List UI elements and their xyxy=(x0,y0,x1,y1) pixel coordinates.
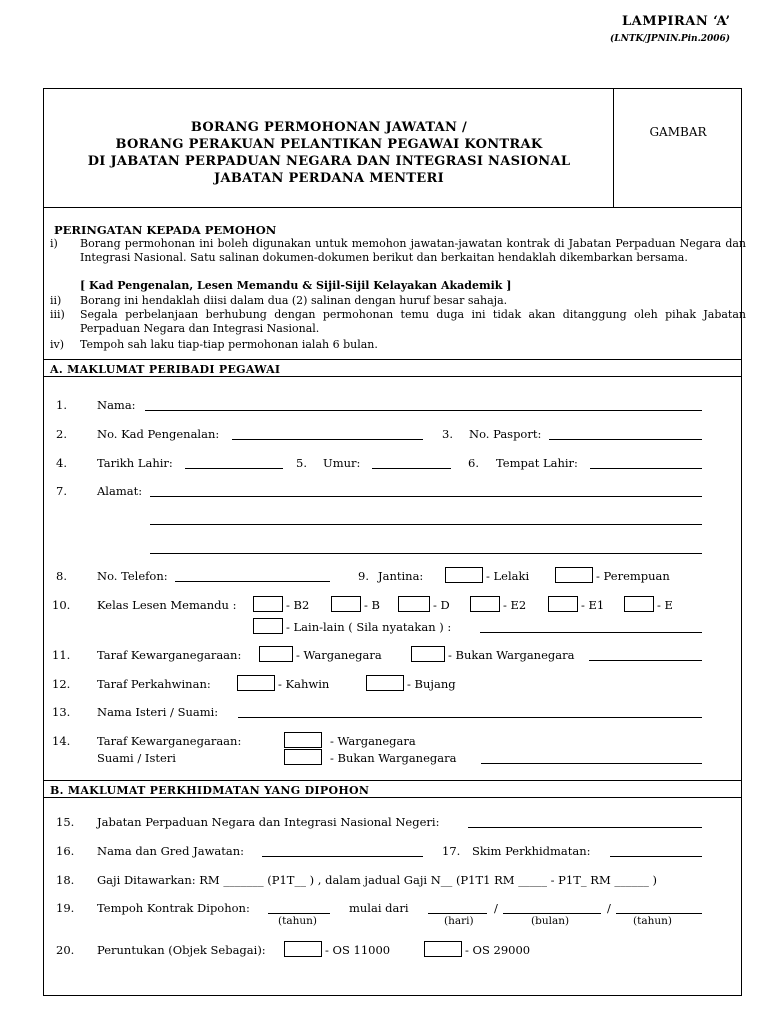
gender-label: Jantina: xyxy=(378,569,424,583)
state-dept-label: Jabatan Perpaduan Negara dan Integrasi Nasional Negeri: xyxy=(97,815,440,829)
os29000-label: - OS 29000 xyxy=(465,943,531,957)
warning-num: iii) xyxy=(50,308,65,321)
spouse-non-citizen-checkbox[interactable] xyxy=(284,749,322,765)
address-field-3[interactable] xyxy=(150,553,702,554)
non-citizen-label: - Bukan Warganegara xyxy=(448,648,575,662)
day-caption: (hari) xyxy=(444,915,474,927)
state-dept-field[interactable] xyxy=(468,827,702,828)
license-b-checkbox[interactable] xyxy=(331,596,361,612)
married-checkbox[interactable] xyxy=(237,675,275,691)
field-num: 19. xyxy=(56,901,75,915)
license-other-checkbox[interactable] xyxy=(253,618,283,634)
warning-num: iv) xyxy=(50,338,65,351)
license-other-label: - Lain-lain ( Sila nyatakan ) : xyxy=(286,620,452,634)
license-e-checkbox[interactable] xyxy=(624,596,654,612)
field-num: 3. xyxy=(442,427,453,441)
year-caption: (tahun) xyxy=(633,915,672,927)
warning-text: Tempoh sah laku tiap-tiap permohonan ialah 6 bulan. xyxy=(80,338,378,351)
ic-label: No. Kad Pengenalan: xyxy=(97,427,220,441)
start-month-field[interactable] xyxy=(503,913,601,914)
gender-male-checkbox[interactable] xyxy=(445,567,483,583)
ic-field[interactable] xyxy=(232,439,423,440)
warning-divider xyxy=(44,359,741,360)
title-line-1: BORANG PERMOHONAN JAWATAN / xyxy=(190,120,468,135)
field-num: 15. xyxy=(56,815,75,829)
phone-label: No. Telefon: xyxy=(97,569,168,583)
warning-heading: PERINGATAN KEPADA PEMOHON xyxy=(54,223,277,237)
warning-attachment-list: [ Kad Pengenalan, Lesen Memandu & Sijil-Sijil Kelayakan Akademik ] xyxy=(80,279,512,292)
header-divider xyxy=(44,207,741,208)
citizen-checkbox[interactable] xyxy=(259,646,293,662)
license-e1-checkbox[interactable] xyxy=(548,596,578,612)
age-field[interactable] xyxy=(372,468,451,469)
start-day-field[interactable] xyxy=(428,913,487,914)
date-slash: / xyxy=(607,901,611,915)
position-label: Nama dan Gred Jawatan: xyxy=(97,844,245,858)
field-num: 17. xyxy=(442,844,461,858)
field-num: 6. xyxy=(468,456,479,470)
dob-label: Tarikh Lahir: xyxy=(97,456,173,470)
passport-label: No. Pasport: xyxy=(469,427,542,441)
phone-field[interactable] xyxy=(175,581,330,582)
license-e2-checkbox[interactable] xyxy=(470,596,500,612)
field-num: 7. xyxy=(56,484,67,498)
warning-item-2 xyxy=(50,294,740,308)
warning-num: ii) xyxy=(50,294,62,307)
field-num: 12. xyxy=(52,677,71,691)
photo-box-label: GAMBAR xyxy=(649,125,707,139)
field-num: 4. xyxy=(56,456,67,470)
birthplace-field[interactable] xyxy=(590,468,702,469)
spouse-name-label: Nama Isteri / Suami: xyxy=(97,705,219,719)
license-b2-checkbox[interactable] xyxy=(253,596,283,612)
field-num: 18. xyxy=(56,873,75,887)
married-label: - Kahwin xyxy=(278,677,330,691)
field-num: 10. xyxy=(52,598,71,612)
lampiran-label: LAMPIRAN ‘A’ xyxy=(622,14,731,29)
section-b-top-divider xyxy=(44,780,741,781)
gender-male-label: - Lelaki xyxy=(486,569,530,583)
title-line-2: BORANG PERAKUAN PELANTIKAN PEGAWAI KONTRAK xyxy=(115,137,543,152)
spouse-citizenship-other-field[interactable] xyxy=(481,763,702,764)
address-field-1[interactable] xyxy=(150,496,702,497)
license-other-field[interactable] xyxy=(480,632,702,633)
os29000-checkbox[interactable] xyxy=(424,941,462,957)
address-field-2[interactable] xyxy=(150,524,702,525)
reference-code: (LNTK/JPNIN.Pin.2006) xyxy=(610,34,731,44)
start-from-label: mulai dari xyxy=(349,901,409,915)
age-label: Umur: xyxy=(323,456,361,470)
field-num: 5. xyxy=(296,456,307,470)
contract-duration-label: Tempoh Kontrak Dipohon: xyxy=(97,901,250,915)
os11000-label: - OS 11000 xyxy=(325,943,391,957)
years-caption: (tahun) xyxy=(278,915,317,927)
field-num: 16. xyxy=(56,844,75,858)
field-num: 8. xyxy=(56,569,67,583)
form-frame xyxy=(43,88,746,996)
license-e-label: - E xyxy=(657,598,673,612)
salary-line: Gaji Ditawarkan: RM _______ (P1T__ ) , dalam jadual Gaji N__ (P1T1 RM _____ - P1T_ RM ______ ) xyxy=(97,873,658,887)
warning-text: Segala perbelanjaan berhubung dengan permohonan temu duga ini tidak akan ditanggung oleh pihak Jabatan Perpaduan Negara dan Integrasi Nasional. xyxy=(80,308,746,335)
month-caption: (bulan) xyxy=(531,915,570,927)
warning-item-4 xyxy=(50,338,740,352)
license-e1-label: - E1 xyxy=(581,598,605,612)
non-citizen-checkbox[interactable] xyxy=(411,646,445,662)
spouse-citizenship-label: Taraf Kewarganegaraan: xyxy=(97,734,242,748)
field-num: 14. xyxy=(52,734,71,748)
single-checkbox[interactable] xyxy=(366,675,404,691)
os11000-checkbox[interactable] xyxy=(284,941,322,957)
license-d-label: - D xyxy=(433,598,450,612)
allocation-label: Peruntukan (Objek Sebagai): xyxy=(97,943,266,957)
warning-num: i) xyxy=(50,237,58,250)
license-e2-label: - E2 xyxy=(503,598,527,612)
name-field[interactable] xyxy=(145,410,702,411)
section-a-head-divider xyxy=(44,376,741,377)
section-b-heading: B. MAKLUMAT PERKHIDMATAN YANG DIPOHON xyxy=(50,784,370,797)
warning-item-3 xyxy=(50,308,746,336)
field-num: 13. xyxy=(52,705,71,719)
field-num: 2. xyxy=(56,427,67,441)
citizenship-label: Taraf Kewarganegaraan: xyxy=(97,648,242,662)
field-num: 1. xyxy=(56,398,67,412)
dob-field[interactable] xyxy=(185,468,283,469)
spouse-non-citizen-label: - Bukan Warganegara xyxy=(330,751,457,765)
field-num: 20. xyxy=(56,943,75,957)
contract-years-field[interactable] xyxy=(268,913,330,914)
citizen-label: - Warganegara xyxy=(296,648,382,662)
spouse-citizenship-label-2: Suami / Isteri xyxy=(97,751,176,765)
date-slash: / xyxy=(494,901,498,915)
citizenship-other-field[interactable] xyxy=(589,660,702,661)
address-label: Alamat: xyxy=(97,484,143,498)
license-d-checkbox[interactable] xyxy=(398,596,430,612)
name-label: Nama: xyxy=(97,398,136,412)
license-label: Kelas Lesen Memandu : xyxy=(97,598,237,612)
license-b-label: - B xyxy=(364,598,380,612)
spouse-citizen-label: - Warganegara xyxy=(330,734,416,748)
warning-text: Borang permohonan ini boleh digunakan untuk memohon jawatan-jawatan kontrak di Jabatan Perpaduan Negara dan Integrasi Nasional. Satu salinan dokumen-dokumen berikut dan berkaitan hendaklah dikembarkan bersama. xyxy=(80,237,746,264)
single-label: - Bujang xyxy=(407,677,456,691)
title-line-4: JABATAN PERDANA MENTERI xyxy=(214,171,444,186)
passport-field[interactable] xyxy=(549,439,702,440)
field-num: 9. xyxy=(358,569,369,583)
license-b2-label: - B2 xyxy=(286,598,310,612)
spouse-name-field[interactable] xyxy=(238,717,702,718)
spouse-citizen-checkbox[interactable] xyxy=(284,732,322,748)
field-num: 11. xyxy=(52,648,71,662)
start-year-field[interactable] xyxy=(616,913,702,914)
gender-female-checkbox[interactable] xyxy=(555,567,593,583)
position-field[interactable] xyxy=(262,856,423,857)
gender-female-label: - Perempuan xyxy=(596,569,670,583)
section-b-head-divider xyxy=(44,797,741,798)
marital-label: Taraf Perkahwinan: xyxy=(97,677,211,691)
warning-text: Borang ini hendaklah diisi dalam dua (2) salinan dengan huruf besar sahaja. xyxy=(80,294,508,307)
scheme-label: Skim Perkhidmatan: xyxy=(472,844,591,858)
scheme-field[interactable] xyxy=(610,856,702,857)
birthplace-label: Tempat Lahir: xyxy=(496,456,578,470)
title-line-3: DI JABATAN PERPADUAN NEGARA DAN INTEGRASI NASIONAL xyxy=(87,154,571,169)
section-a-heading: A. MAKLUMAT PERIBADI PEGAWAI xyxy=(50,363,281,376)
